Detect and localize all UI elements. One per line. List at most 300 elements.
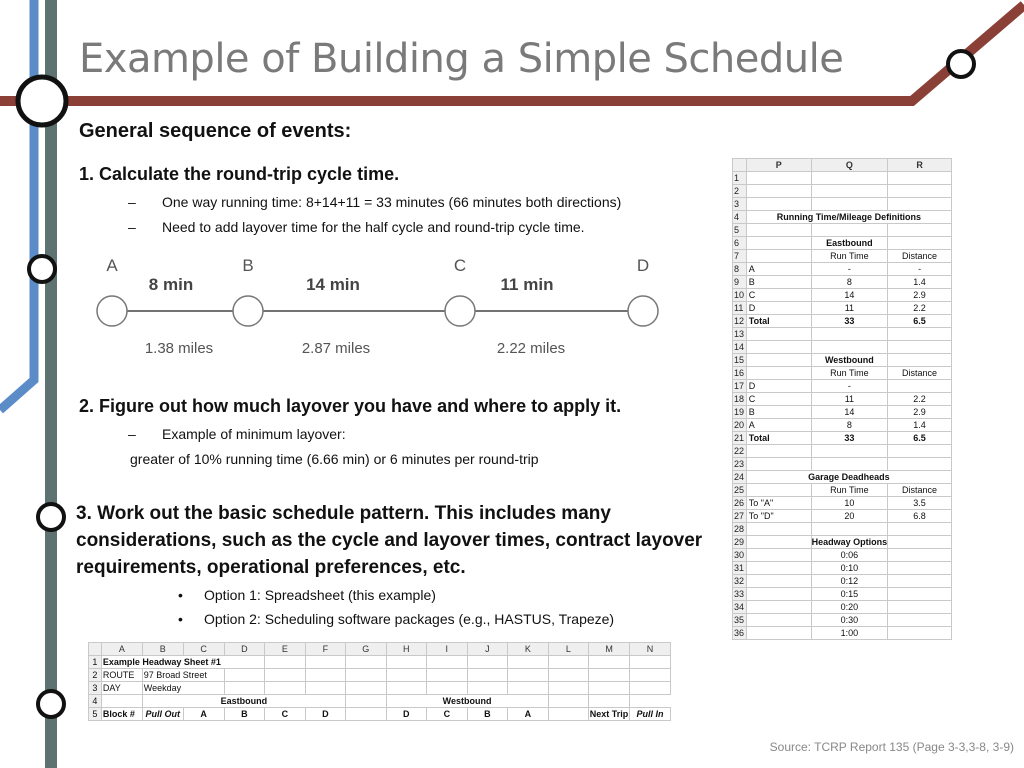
column-header: M	[589, 643, 630, 656]
sheet-cell: C	[427, 708, 468, 721]
row-number: 14	[733, 341, 747, 354]
sheet-cell	[746, 549, 811, 562]
segment-miles-bc: 2.87 miles	[301, 340, 371, 357]
sheet-cell	[888, 588, 952, 601]
sheet-cell: A	[183, 708, 224, 721]
sheet-cell: 2.9	[888, 289, 952, 302]
running-time-spreadsheet	[732, 158, 952, 640]
sheet-cell	[746, 198, 811, 211]
sheet-row	[733, 510, 952, 523]
segment-miles-ab: 1.38 miles	[144, 340, 214, 357]
sheet-cell	[427, 656, 468, 669]
sheet-cell	[746, 224, 811, 237]
sheet-cell	[508, 656, 549, 669]
corner-cell	[89, 643, 102, 656]
sheet-row	[89, 656, 671, 669]
sheet-cell: 1.4	[888, 276, 952, 289]
bullet-marker: •	[178, 611, 183, 627]
sheet-cell	[548, 695, 588, 708]
sheet-cell	[101, 695, 142, 708]
sheet-row	[733, 211, 952, 224]
sheet-cell	[811, 458, 888, 471]
sheet-cell: Block #	[101, 708, 142, 721]
step2-bullet	[128, 426, 346, 442]
step1-heading: 1. Calculate the round-trip cycle time.	[79, 164, 400, 184]
sheet-row	[733, 354, 952, 367]
sheet-cell: 0:20	[811, 601, 888, 614]
sheet-cell	[888, 172, 952, 185]
stop-circle-d	[628, 296, 658, 326]
sheet-cell	[746, 341, 811, 354]
row-number: 2	[733, 185, 747, 198]
sheet-cell	[467, 656, 508, 669]
row-number: 33	[733, 588, 747, 601]
sheet-cell	[265, 682, 305, 695]
step3-bullet-1	[178, 587, 436, 603]
row-number: 10	[733, 289, 747, 302]
sheet-cell: Weekday	[142, 682, 224, 695]
column-header: Q	[811, 159, 888, 172]
sheet-cell	[746, 458, 811, 471]
step1-bullet-2	[128, 219, 585, 235]
sheet-cell: -	[811, 263, 888, 276]
sheet-cell: 11	[811, 393, 888, 406]
sheet-cell: 14	[811, 289, 888, 302]
sheet-cell	[630, 656, 671, 669]
sheet-row	[733, 432, 952, 445]
sheet-cell	[265, 669, 305, 682]
row-number: 18	[733, 393, 747, 406]
sheet-row	[733, 393, 952, 406]
sheet-cell	[888, 627, 952, 640]
sheet-cell: Run Time	[811, 250, 888, 263]
sheet-cell: Westbound	[386, 695, 548, 708]
stop-circle-a	[97, 296, 127, 326]
sheet-cell	[888, 575, 952, 588]
row-number: 27	[733, 510, 747, 523]
sheet-cell	[746, 367, 811, 380]
column-header: K	[508, 643, 549, 656]
row-number: 35	[733, 614, 747, 627]
sheet-cell: Example Headway Sheet #1	[101, 656, 264, 669]
sheet-row	[733, 458, 952, 471]
sheet-cell: Pull In	[630, 708, 671, 721]
sheet-cell	[888, 237, 952, 250]
sheet-cell: C	[746, 289, 811, 302]
column-header: F	[305, 643, 345, 656]
sheet-cell: 1:00	[811, 627, 888, 640]
sheet-row	[733, 445, 952, 458]
sheet-cell	[265, 656, 305, 669]
sheet-cell	[888, 523, 952, 536]
sheet-cell	[811, 341, 888, 354]
bullet-marker: •	[178, 587, 183, 603]
dash-marker: –	[128, 426, 136, 442]
dash-marker: –	[128, 194, 136, 210]
sheet-cell: 0:06	[811, 549, 888, 562]
sheet-cell	[346, 695, 386, 708]
sheet-cell	[746, 601, 811, 614]
row-number: 23	[733, 458, 747, 471]
sheet-cell: D	[305, 708, 345, 721]
sheet-cell	[888, 224, 952, 237]
sheet-row	[89, 682, 671, 695]
row-number: 24	[733, 471, 747, 484]
sheet-cell	[346, 656, 386, 669]
row-number: 11	[733, 302, 747, 315]
row-number: 20	[733, 419, 747, 432]
sheet-row	[733, 198, 952, 211]
sheet-cell	[811, 198, 888, 211]
stop-label-b: B	[242, 256, 254, 275]
column-header: D	[224, 643, 265, 656]
sheet-cell: Run Time	[811, 367, 888, 380]
segment-time-ab: 8 min	[148, 275, 194, 294]
sheet-cell: Garage Deadheads	[746, 471, 951, 484]
sheet-cell: 8	[811, 419, 888, 432]
sheet-cell: A	[746, 419, 811, 432]
sheet-row	[733, 523, 952, 536]
sheet-row	[733, 380, 952, 393]
row-number: 25	[733, 484, 747, 497]
row-number: 30	[733, 549, 747, 562]
sheet-cell: Distance	[888, 484, 952, 497]
sheet-cell: To "D"	[746, 510, 811, 523]
sheet-row	[733, 549, 952, 562]
sheet-cell: Westbound	[811, 354, 888, 367]
column-header: A	[101, 643, 142, 656]
step1-bullet-1	[128, 194, 621, 210]
sheet-cell	[888, 341, 952, 354]
sheet-cell	[630, 669, 671, 682]
sheet-cell	[888, 185, 952, 198]
sheet-cell: Total	[746, 315, 811, 328]
sheet-cell	[589, 695, 630, 708]
sheet-row	[733, 237, 952, 250]
sheet-cell	[888, 536, 952, 549]
sheet-cell	[630, 682, 671, 695]
sheet-cell: -	[811, 380, 888, 393]
step2-text: greater of 10% running time (6.66 min) or 6 minutes per round-trip	[130, 451, 539, 467]
sheet-cell: Distance	[888, 367, 952, 380]
column-header: C	[183, 643, 224, 656]
row-number: 28	[733, 523, 747, 536]
sheet-cell	[224, 682, 265, 695]
sheet-cell	[746, 354, 811, 367]
sheet-cell	[427, 682, 468, 695]
sheet-cell: 1.4	[888, 419, 952, 432]
row-number: 32	[733, 575, 747, 588]
column-header: J	[467, 643, 508, 656]
sheet-cell	[467, 682, 508, 695]
sheet-row	[89, 695, 671, 708]
sheet-cell	[888, 562, 952, 575]
sheet-row	[733, 276, 952, 289]
station-circle-top-right	[948, 51, 974, 77]
stop-label-a: A	[106, 256, 118, 275]
sheet-cell: 3.5	[888, 497, 952, 510]
sheet-row	[733, 614, 952, 627]
sheet-cell	[746, 250, 811, 263]
sheet-cell: 6.5	[888, 432, 952, 445]
sheet-cell: 2.2	[888, 393, 952, 406]
sheet-row	[733, 302, 952, 315]
sheet-cell: A	[508, 708, 549, 721]
sheet-row	[733, 536, 952, 549]
row-number: 31	[733, 562, 747, 575]
sheet-cell	[746, 523, 811, 536]
station-circle	[38, 504, 64, 530]
sheet-cell	[746, 172, 811, 185]
sheet-row	[733, 315, 952, 328]
station-circle	[38, 691, 64, 717]
column-header: L	[548, 643, 588, 656]
segment-miles-cd: 2.22 miles	[496, 340, 566, 357]
sheet-row	[733, 562, 952, 575]
row-number: 4	[89, 695, 102, 708]
row-number: 6	[733, 237, 747, 250]
bullet-text: Option 2: Scheduling software packages (e.g., HASTUS, Trapeze)	[204, 611, 615, 627]
sheet-cell: 6.8	[888, 510, 952, 523]
column-header: N	[630, 643, 671, 656]
step3-heading: 3. Work out the basic schedule pattern. This includes many considerations, such as the cycle and layover times, contract layover requirements, operational preferences, etc.	[76, 503, 703, 578]
sheet-cell: 14	[811, 406, 888, 419]
row-number: 21	[733, 432, 747, 445]
sheet-row	[733, 172, 952, 185]
sheet-cell: C	[746, 393, 811, 406]
sheet-cell	[386, 669, 427, 682]
column-header: E	[265, 643, 305, 656]
row-number: 17	[733, 380, 747, 393]
sheet-cell: Headway Options	[811, 537, 888, 547]
row-number: 12	[733, 315, 747, 328]
row-number: 15	[733, 354, 747, 367]
column-header: P	[746, 159, 811, 172]
sheet-cell: Run Time	[811, 484, 888, 497]
sheet-cell	[746, 575, 811, 588]
sheet-cell	[746, 484, 811, 497]
sheet-cell: Eastbound	[142, 695, 345, 708]
sheet-cell	[346, 708, 386, 721]
sheet-row	[733, 575, 952, 588]
sheet-cell	[888, 549, 952, 562]
stop-circle-c	[445, 296, 475, 326]
row-number: 3	[89, 682, 102, 695]
row-number: 22	[733, 445, 747, 458]
row-number: 9	[733, 276, 747, 289]
row-number: 5	[89, 708, 102, 721]
sheet-cell	[386, 656, 427, 669]
sheet-row	[733, 588, 952, 601]
station-circle	[29, 256, 55, 282]
sheet-cell	[746, 328, 811, 341]
sheet-cell: B	[467, 708, 508, 721]
sheet-cell: 0:30	[811, 614, 888, 627]
sheet-row	[733, 627, 952, 640]
sheet-row	[733, 406, 952, 419]
column-header: I	[427, 643, 468, 656]
sheet-cell	[224, 669, 265, 682]
sheet-cell	[427, 669, 468, 682]
sheet-cell: A	[746, 263, 811, 276]
sheet-cell: B	[746, 406, 811, 419]
row-number: 7	[733, 250, 747, 263]
sheet-cell	[746, 445, 811, 458]
sheet-cell: 97 Broad Street	[142, 669, 224, 682]
sheet-cell: -	[888, 263, 952, 276]
sheet-cell	[508, 682, 549, 695]
bullet-text: Need to add layover time for the half cycle and round-trip cycle time.	[162, 219, 585, 235]
headway-spreadsheet	[88, 642, 671, 721]
column-header: B	[142, 643, 183, 656]
stop-label-c: C	[453, 256, 467, 275]
sheet-cell: D	[746, 302, 811, 315]
sheet-cell	[746, 185, 811, 198]
sheet-row	[733, 328, 952, 341]
sheet-cell	[305, 669, 345, 682]
station-circle-large	[18, 77, 66, 125]
sheet-cell	[346, 669, 386, 682]
sheet-cell	[746, 588, 811, 601]
sheet-cell: Next Trip	[589, 709, 629, 719]
sheet-cell	[746, 614, 811, 627]
sheet-row	[733, 484, 952, 497]
sheet-row	[733, 250, 952, 263]
sheet-row	[733, 289, 952, 302]
stop-circle-b	[233, 296, 263, 326]
sheet-cell	[811, 523, 888, 536]
sheet-cell	[589, 656, 630, 669]
sheet-cell: 8	[811, 276, 888, 289]
sheet-cell	[746, 562, 811, 575]
sheet-cell	[888, 380, 952, 393]
step2-heading: 2. Figure out how much layover you have and where to apply it.	[79, 396, 622, 416]
sheet-cell	[888, 445, 952, 458]
stop-label-d: D	[636, 256, 650, 275]
sheet-cell	[888, 198, 952, 211]
sheet-cell: To "A"	[746, 497, 811, 510]
sheet-cell	[548, 669, 588, 682]
sheet-cell	[746, 627, 811, 640]
sheet-cell	[746, 536, 811, 549]
row-number: 1	[89, 656, 102, 669]
corner-cell	[733, 159, 747, 172]
sheet-cell	[548, 656, 588, 669]
sheet-cell: B	[224, 708, 265, 721]
sheet-row	[733, 185, 952, 198]
row-number: 13	[733, 328, 747, 341]
sheet-cell: 33	[811, 432, 888, 445]
dash-marker: –	[128, 219, 136, 235]
sheet-row	[733, 367, 952, 380]
row-number: 19	[733, 406, 747, 419]
row-number: 34	[733, 601, 747, 614]
sheet-row	[733, 601, 952, 614]
blue-line	[0, 0, 34, 410]
row-number: 36	[733, 627, 747, 640]
bullet-text: One way running time: 8+14+11 = 33 minutes (66 minutes both directions)	[162, 194, 622, 210]
sheet-cell	[888, 601, 952, 614]
sheet-cell: 11	[811, 302, 888, 315]
sheet-row	[733, 471, 952, 484]
sheet-cell	[386, 682, 427, 695]
sheet-cell: 10	[811, 497, 888, 510]
sheet-cell: Eastbound	[811, 237, 888, 250]
sheet-cell: DAY	[101, 682, 142, 695]
sheet-cell	[888, 614, 952, 627]
sheet-cell: D	[386, 708, 427, 721]
sheet-cell	[508, 669, 549, 682]
sheet-cell: 0:15	[811, 588, 888, 601]
page-title: Example of Building a Simple Schedule	[79, 36, 844, 82]
sheet-row	[733, 224, 952, 237]
row-number: 8	[733, 263, 747, 276]
segment-time-bc: 14 min	[306, 275, 360, 294]
sheet-cell: ROUTE	[101, 669, 142, 682]
column-header-row	[733, 159, 952, 172]
step3-bullet-2	[178, 611, 614, 627]
sheet-cell: 0:10	[811, 562, 888, 575]
sheet-cell: B	[746, 276, 811, 289]
row-number: 1	[733, 172, 747, 185]
sheet-cell	[346, 682, 386, 695]
sheet-cell	[589, 682, 630, 695]
column-header: H	[386, 643, 427, 656]
row-number: 5	[733, 224, 747, 237]
sheet-row	[733, 497, 952, 510]
sheet-row	[89, 708, 671, 721]
sheet-cell: D	[746, 380, 811, 393]
bullet-text: Example of minimum layover:	[162, 426, 346, 442]
route-diagram	[90, 250, 670, 370]
sheet-cell: 2.2	[888, 302, 952, 315]
sheet-cell: Running Time/Mileage Definitions	[746, 211, 951, 224]
column-header-row	[89, 643, 671, 656]
sheet-row	[733, 263, 952, 276]
row-number: 29	[733, 536, 747, 549]
sheet-cell	[305, 682, 345, 695]
sheet-cell	[467, 669, 508, 682]
sheet-cell: 2.9	[888, 406, 952, 419]
sheet-cell	[548, 708, 588, 721]
sheet-cell: Pull Out	[142, 708, 183, 721]
bullet-text: Option 1: Spreadsheet (this example)	[204, 587, 436, 603]
sheet-row	[89, 669, 671, 682]
sheet-cell	[305, 656, 345, 669]
sheet-cell	[888, 458, 952, 471]
row-number: 26	[733, 497, 747, 510]
sheet-cell	[811, 224, 888, 237]
column-header: G	[346, 643, 386, 656]
sheet-cell	[888, 354, 952, 367]
sheet-cell: C	[265, 708, 305, 721]
sheet-cell	[811, 185, 888, 198]
section-heading: General sequence of events:	[79, 120, 352, 142]
sheet-cell: Total	[746, 432, 811, 445]
row-number: 4	[733, 211, 747, 224]
sheet-cell	[811, 445, 888, 458]
row-number: 2	[89, 669, 102, 682]
sheet-cell	[811, 328, 888, 341]
sheet-row	[733, 419, 952, 432]
sheet-cell	[589, 669, 630, 682]
sheet-cell	[746, 237, 811, 250]
sheet-row	[733, 341, 952, 354]
sheet-cell: Distance	[888, 250, 952, 263]
sheet-cell: 20	[811, 510, 888, 523]
sheet-cell	[888, 328, 952, 341]
sheet-cell: 6.5	[888, 315, 952, 328]
